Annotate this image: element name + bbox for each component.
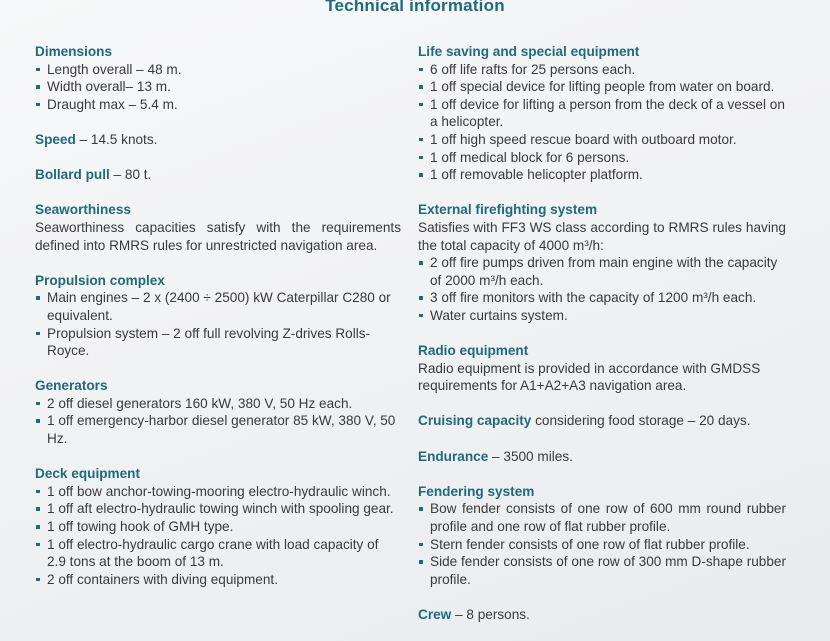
cruising-capacity-label: Cruising capacity	[418, 413, 532, 429]
list-item: 1 off emergency-harbor diesel generator 85 kW, 380 V, 50 Hz.	[35, 412, 401, 447]
bollard-pull-value: – 80 t.	[109, 167, 152, 183]
generators-list	[35, 395, 401, 448]
cruising-capacity-line	[418, 412, 786, 430]
list-item: 2 off containers with diving equipment.	[35, 571, 401, 589]
page-title: Technical information	[325, 0, 505, 15]
list-item: Draught max – 5.4 m.	[35, 96, 401, 114]
list-item: Bow fender consists of one row of 600 mm round rubber profile and one row of flat rubber profile.	[418, 500, 786, 535]
seaworthiness-section	[35, 201, 401, 254]
life-saving-section	[418, 43, 786, 184]
life-saving-list	[418, 61, 786, 184]
bollard-pull-label: Bollard pull	[35, 167, 110, 183]
crew-label: Crew	[418, 607, 452, 622]
list-item: Width overall– 13 m.	[35, 78, 401, 96]
list-item: Main engines – 2 x (2400 ÷ 2500) kW Caterpillar C280 or equivalent.	[35, 289, 401, 324]
radio-heading: Radio equipment	[418, 343, 529, 359]
list-item: 1 off bow anchor-towing-mooring electro-hydraulic winch.	[35, 483, 401, 501]
list-item: Propulsion system – 2 off full revolving Z-drives Rolls-Royce.	[35, 325, 401, 360]
list-item: 1 off special device for lifting people from water on board.	[418, 78, 786, 96]
endurance-label: Endurance	[418, 448, 489, 464]
deck-equipment-heading: Deck equipment	[35, 466, 140, 482]
left-column	[35, 43, 401, 606]
seaworthiness-heading: Seaworthiness	[35, 202, 131, 218]
life-saving-heading: Life saving and special equipment	[418, 44, 640, 59]
firefighting-text: Satisfies with FF3 WS class according to RMRS rules having the total capacity of 4000 m³/h:	[418, 219, 786, 253]
seaworthiness-text: Seaworthiness capacities satisfy with the requirements defined into RMRS rules for unrestricted navigation area.	[35, 219, 401, 253]
deck-equipment-section	[35, 465, 401, 588]
cruising-capacity-value: considering food storage – 20 days.	[531, 413, 751, 429]
endurance-line	[418, 448, 786, 466]
list-item: 2 off fire pumps driven from main engine with the capacity of 2000 m³/h each.	[418, 254, 786, 289]
propulsion-list	[35, 289, 401, 359]
crew-line	[418, 606, 786, 624]
fendering-section	[418, 483, 786, 589]
speed-line	[35, 131, 401, 149]
list-item: 1 off device for lifting a person from the deck of a vessel on a helicopter.	[418, 96, 786, 131]
propulsion-section	[35, 272, 401, 360]
list-item: 1 off aft electro-hydraulic towing winch with spooling gear.	[35, 500, 401, 518]
firefighting-heading: External firefighting system	[418, 202, 598, 218]
endurance-value: – 3500 miles.	[488, 448, 573, 464]
bollard-pull-line	[35, 166, 401, 184]
fendering-list	[418, 500, 786, 588]
list-item: 3 off fire monitors with the capacity of 1200 m³/h each.	[418, 289, 786, 307]
generators-section	[35, 377, 401, 447]
radio-section	[418, 342, 786, 395]
deck-equipment-list	[35, 483, 401, 589]
list-item: 2 off diesel generators 160 kW, 380 V, 50 Hz each.	[35, 395, 401, 413]
crew-value: – 8 persons.	[451, 607, 530, 622]
dimensions-heading: Dimensions	[35, 44, 113, 59]
list-item: 1 off high speed rescue board with outboard motor.	[418, 131, 786, 149]
list-item: Side fender consists of one row of 300 mm D-shape rubber profile.	[418, 553, 786, 588]
propulsion-heading: Propulsion complex	[35, 272, 165, 288]
list-item: Length overall – 48 m.	[35, 61, 401, 79]
radio-text: Radio equipment is provided in accordance with GMDSS requirements for A1+A2+A3 navigation area.	[418, 360, 761, 394]
dimensions-section	[35, 43, 401, 113]
speed-label: Speed	[35, 131, 76, 147]
list-item: 1 off electro-hydraulic cargo crane with load capacity of 2.9 tons at the boom of 13 m.	[35, 536, 401, 571]
right-column	[418, 43, 786, 641]
list-item: 6 off life rafts for 25 persons each.	[418, 61, 786, 79]
dimensions-list	[35, 61, 401, 114]
fendering-heading: Fendering system	[418, 483, 535, 499]
firefighting-section	[418, 201, 786, 324]
firefighting-list	[418, 254, 786, 324]
list-item: Water curtains system.	[418, 307, 786, 325]
generators-heading: Generators	[35, 378, 108, 394]
list-item: 1 off medical block for 6 persons.	[418, 149, 786, 167]
speed-value: – 14.5 knots.	[75, 131, 158, 147]
list-item: 1 off removable helicopter platform.	[418, 166, 786, 184]
list-item: Stern fender consists of one row of flat rubber profile.	[418, 536, 786, 554]
list-item: 1 off towing hook of GMH type.	[35, 518, 401, 536]
